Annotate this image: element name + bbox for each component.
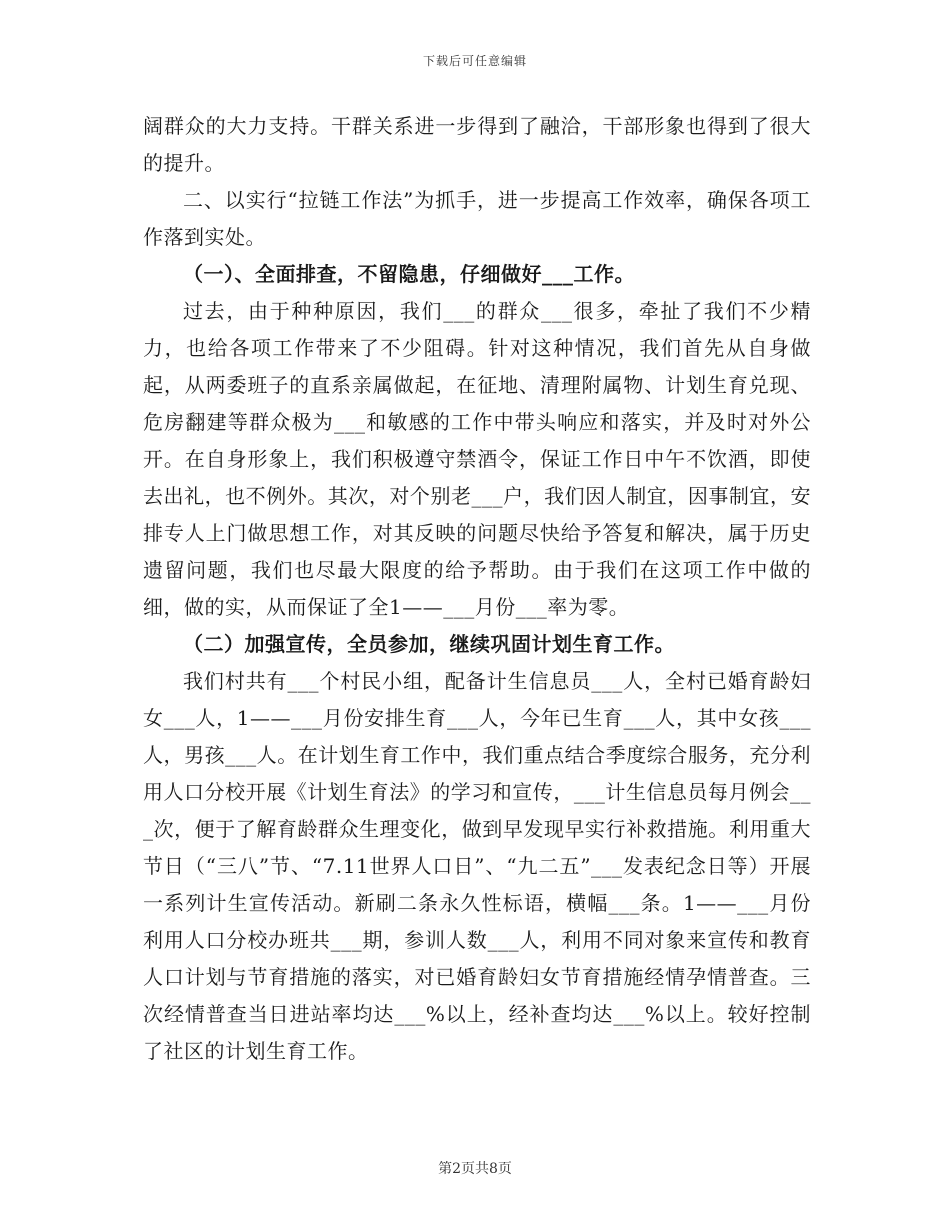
page-header: 下载后可任意编辑	[422, 54, 527, 68]
paragraph-continuation: 阔群众的大力支持。干群关系进一步得到了融洽，干部形象也得到了很大的提升。	[143, 114, 811, 175]
subsection-heading-2: （二）加强宣传，全员参加，继续巩固计划生育工作。	[183, 632, 675, 656]
document-body	[143, 108, 811, 1070]
section-title: 二、以实行“拉链工作法”为抓手，进一步提高工作效率，确保各项工作落到实处。	[143, 188, 811, 249]
paragraph-body-1: 过去，由于种种原因，我们___的群众___很多，牵扯了我们不少精力，也给各项工作带来了不少阻碍。针对这种情况，我们首先从自身做起，从两委班子的直系亲属做起，在征地、清理附属物、计划生育兑现、危房翻建等群众极为___和敏感的工作中带头响应和落实，并及时对外公开。在自身形象上，我们积极遵守禁酒令，保证工作日中午不饮酒，即使去出礼，也不例外。其次，对个别老___户，我们因人制宜，因事制宜，安排专人上门做思想工作，对其反映的问题尽快给予答复和解决，属于历史遗留问题，我们也尽最大限度的给予帮助。由于我们在这项工作中做的细，做的实，从而保证了全1——___月份___率为零。	[143, 299, 811, 619]
paragraph-body-2: 我们村共有___个村民小组，配备计生信息员___人，全村已婚育龄妇女___人，1——___月份安排生育___人，今年已生育___人，其中女孩___人，男孩___人。在计划生育工作中，我们重点结合季度综合服务，充分利用人口分校开展《计划生育法》的学习和宣传，___计生信息员每月例会___次，便于了解育龄群众生理变化，做到早发现早实行补救措施。利用重大节日（“三八”节、“7.11世界人口日”、“九二五”___发表纪念日等）开展一系列计生宣传活动。新刷二条永久性标语，横幅___条。1——___月份利用人口分校办班共___期，参训人数___人，利用不同对象来宣传和教育人口计划与节育措施的落实，对已婚育龄妇女节育措施经情孕情普查。三次经情普查当日进站率均达___%以上，经补查均达___%以上。较好控制了社区的计划生育工作。	[143, 669, 811, 1063]
page-number: 第2页共8页	[438, 1161, 512, 1177]
subsection-heading-1: （一）、全面排查，不留隐患，仔细做好___工作。	[183, 262, 635, 286]
